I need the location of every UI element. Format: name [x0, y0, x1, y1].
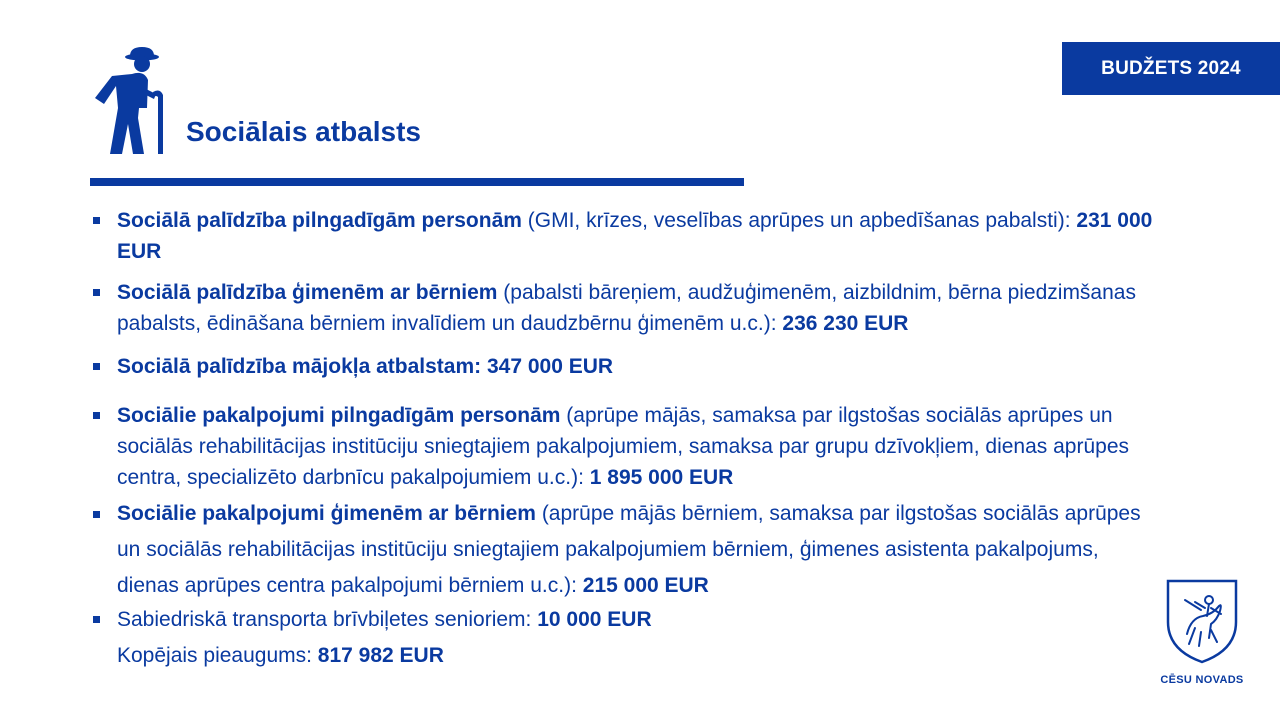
bullet-icon — [93, 217, 100, 224]
list-item — [90, 604, 1160, 635]
list-item — [90, 496, 1160, 604]
total-increase — [117, 644, 444, 668]
coat-of-arms-icon — [1165, 578, 1239, 664]
total-label: Kopējais pieaugums: — [117, 644, 318, 667]
list-item — [90, 400, 1160, 493]
item-amount: 1 895 000 EUR — [589, 466, 734, 489]
item-title: Sociālā palīdzība pilngadīgām personām — [117, 209, 522, 232]
item-amount: 236 230 EUR — [782, 312, 909, 335]
item-amount: 347 000 EUR — [486, 355, 614, 378]
list-item — [90, 277, 1160, 339]
bullet-icon — [93, 511, 100, 518]
item-detail: (pabalsti bāreņiem, audžuģimenēm, aizbildnim, bērna piedzimšanas pabalsts, ēdināšana bērniem invalīdiem un daudzbērnu ģimenēm u.c.): — [117, 281, 1136, 335]
bullet-icon — [93, 289, 100, 296]
org-name: CĒSU NOVADS — [1160, 674, 1244, 686]
support-list — [90, 205, 1160, 635]
bullet-icon — [93, 412, 100, 419]
item-title: Sociālie pakalpojumi pilngadīgām personām — [117, 404, 561, 427]
item-amount: 231 000 EUR — [117, 209, 1153, 263]
list-item — [90, 205, 1160, 267]
title-divider — [90, 178, 744, 186]
page-title: Sociālais atbalsts — [186, 116, 422, 147]
budget-badge: BUDŽETS 2024 — [1062, 42, 1280, 95]
item-amount: 10 000 EUR — [537, 608, 652, 631]
elderly-person-icon — [92, 46, 164, 158]
item-amount: 215 000 EUR — [582, 574, 709, 597]
item-detail: (GMI, krīzes, veselības aprūpes un apbedīšanas pabalsti): — [521, 209, 1077, 232]
item-title: Sociālā palīdzība ģimenēm ar bērniem — [117, 281, 498, 304]
list-item — [90, 351, 1160, 382]
bullet-icon — [93, 363, 100, 370]
total-amount: 817 982 EUR — [317, 644, 444, 667]
item-detail: Sabiedriskā transporta brīvbiļetes senioriem: — [117, 608, 538, 631]
item-title: Sociālā palīdzība mājokļa atbalstam: — [117, 355, 482, 378]
item-title: Sociālie pakalpojumi ģimenēm ar bērniem — [117, 502, 536, 525]
item-detail: (aprūpe mājās, samaksa par ilgstošas sociālās aprūpes un sociālās rehabilitācijas institūciju sniegtajiem pakalpojumiem, samaksa par grupu dzīvokļiem, dienas aprūpes centra, specializēto darbnīcu pakalpojumiem u.c.): — [117, 404, 1129, 489]
bullet-icon — [93, 616, 100, 623]
item-detail: (aprūpe mājās bērniem, samaksa par ilgstošas sociālās aprūpes un sociālās rehabilitācijas institūciju sniegtajiem pakalpojumiem bērniem, ģimenes asistenta pakalpojums, dienas aprūpes centra pakalpojumi bērniem u.c.): — [117, 502, 1141, 597]
